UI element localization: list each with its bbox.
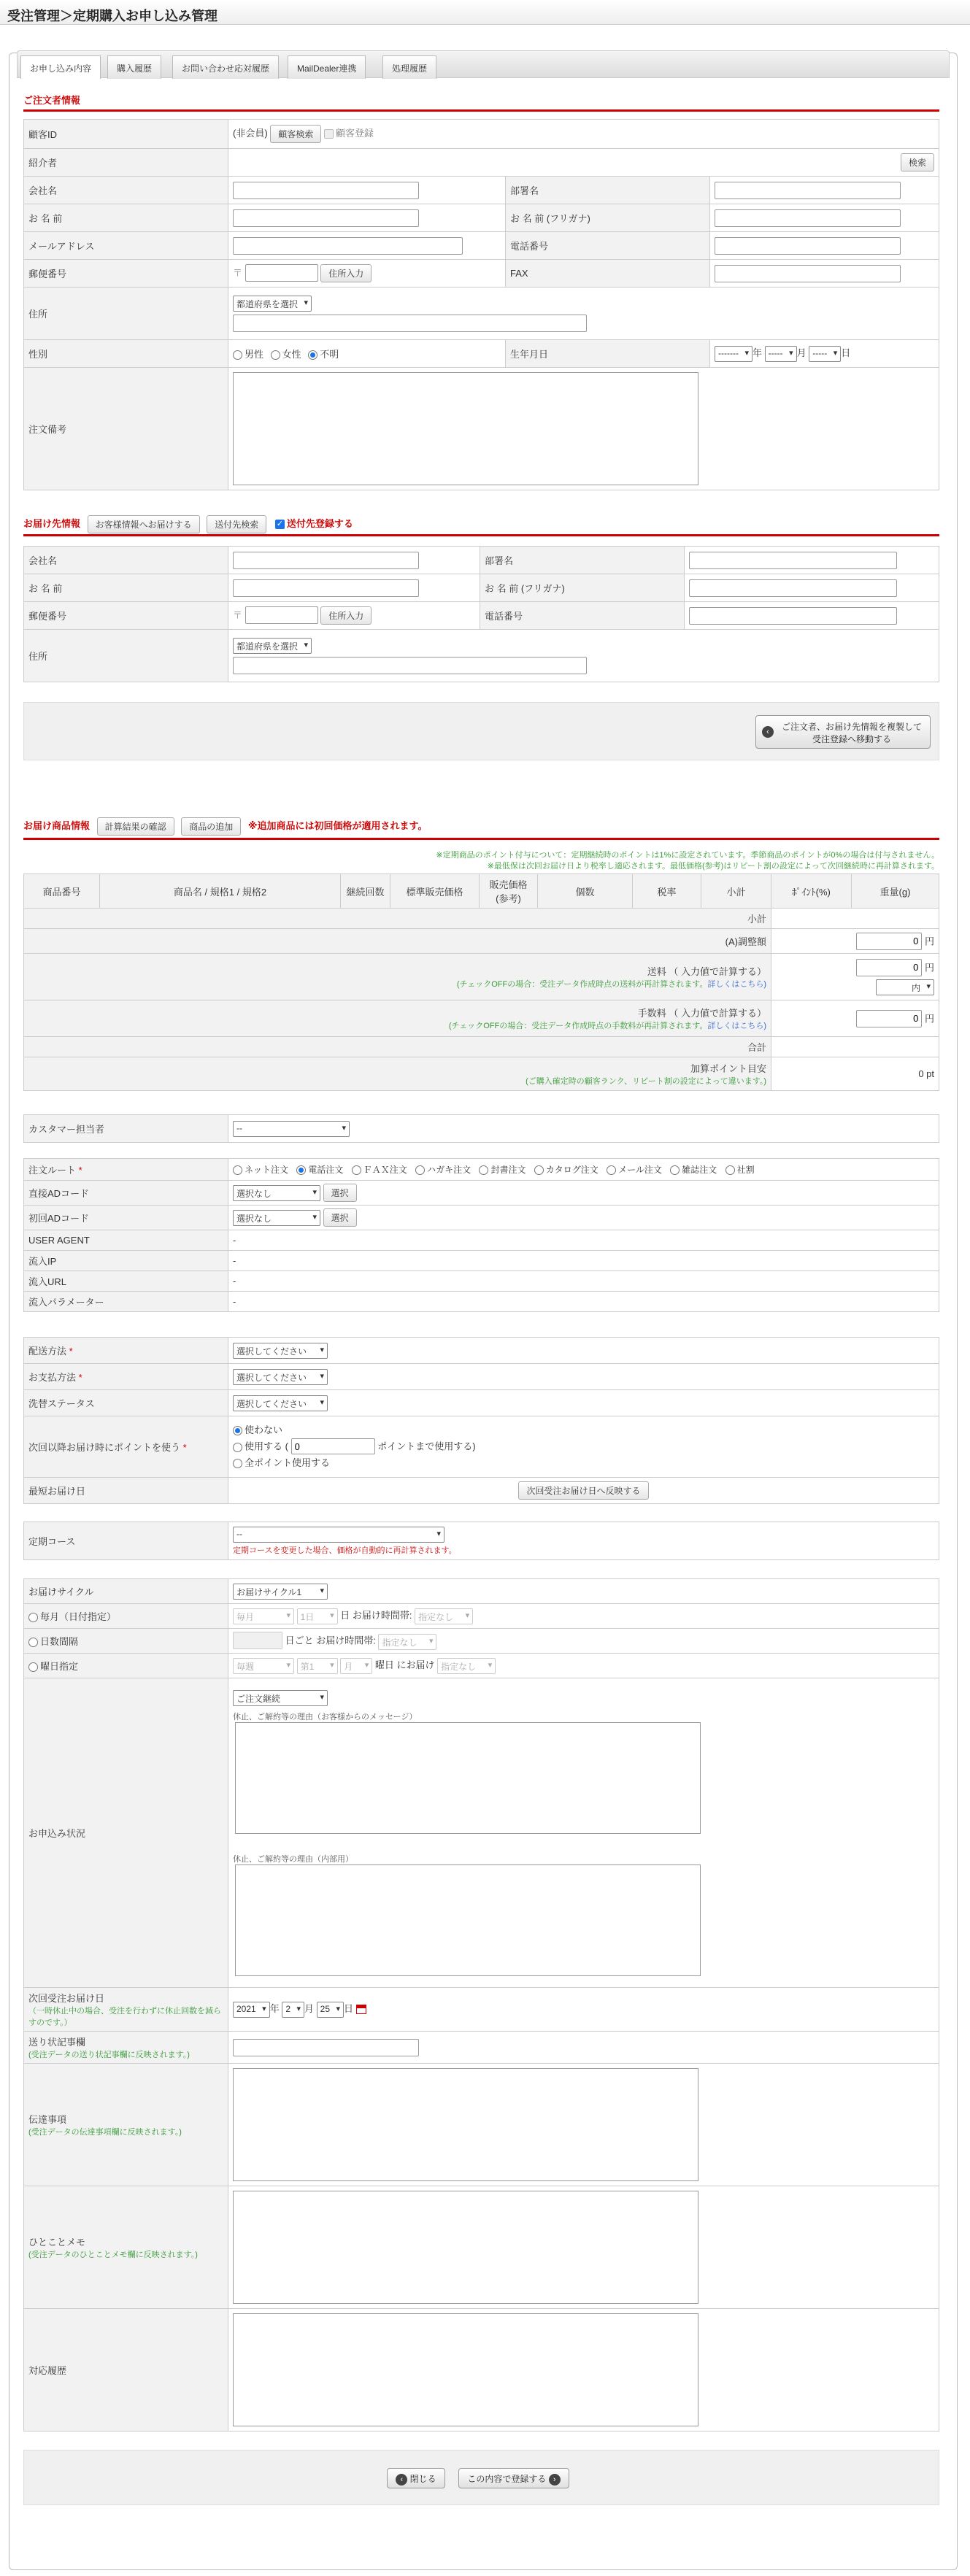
slip-note: (受注データの送り状記事欄に反映されます。) [28,2051,190,2059]
shipping-note: (チェックOFFの場合：受注データ作成時点の送料が再計算されます。 [456,980,708,989]
interval-label: 日数間隔 [40,1636,79,1647]
ship-dept-label: 部署名 [480,547,685,574]
day-unit: 日 [344,2003,354,2015]
move-btn-line2: 受注登録へ移動する [812,734,891,744]
ship-address-input[interactable] [233,657,587,674]
memo-note: (受注データの伝達事項欄に反映されます。) [28,2128,182,2137]
zip-input[interactable] [245,264,318,282]
next-month-select[interactable]: 2 ▾ [282,2002,304,2018]
fee-detail-link[interactable]: 詳しくはこちら) [707,1022,766,1030]
col-header: 標準販売価格 [390,874,480,909]
unknown-radio[interactable] [308,350,317,360]
day-unit: 日 [841,347,851,359]
route-option: カタログ注文 [545,1165,598,1175]
route-option: 雑誌注文 [682,1165,717,1175]
tab-maildealer[interactable]: MailDealer連携 [288,55,366,79]
add-item-button[interactable]: 商品の追加 [181,817,241,836]
ship-pref-select[interactable]: 都道府県を選択 ▾ [233,638,312,654]
ship-tel-input[interactable] [689,607,897,625]
save-button[interactable] [458,2468,569,2488]
memo-label: 伝達事項 [28,2114,67,2125]
yen-unit: 円 [924,1013,934,1024]
zip-mark: 〒 [233,267,243,279]
delivery-select[interactable]: 選択してください ▾ [233,1343,328,1359]
ship-register-label: 送付先登録する [286,517,353,529]
adjust-input[interactable] [856,933,922,950]
cycle-label: お届けサイクル [24,1579,228,1604]
slip-input[interactable] [233,2039,419,2056]
total-label: 合計 [24,1037,771,1057]
pay-method-label: お支払方法 [28,1372,77,1383]
route-radio[interactable] [534,1165,544,1175]
ship-section-title: お届け先情報 [23,517,81,529]
point-use-radio[interactable] [233,1443,242,1452]
points-value: 0 pt [771,1057,939,1091]
direct-ad-choose-button[interactable]: 選択 [323,1184,357,1202]
ip-value: - [228,1251,939,1271]
point-no-use-radio[interactable] [233,1426,242,1435]
register-checkbox[interactable] [324,129,334,139]
hitokoto-textarea[interactable] [233,2191,698,2304]
direct-ad-label: 直接ADコード [24,1181,228,1206]
monthly-day-select[interactable]: 1日 ▾ [297,1608,338,1624]
goods-note1: ※定期商品のポイント付与について：定期継続時のポイントは1%に設定されています。季節商品のポイントが0%の場合は付与されません。 [436,851,939,860]
point-use-label: 次回以降お届け時にポイントを使う [28,1442,181,1453]
tab-order[interactable]: お申し込み内容 [20,55,101,79]
save-label: この内容で登録する [467,2474,547,2484]
col-header: 販売価格 (参考) [480,874,538,909]
history-textarea[interactable] [233,2313,698,2426]
ship-table [23,546,939,682]
payment-table: 配送方法 * 選択してください ▾ お支払方法 * 選択してください ▾ 洗替ステータス 選択してください ▾ 次回以降お届け時にポイントを使う * 使わない 使用する ( 0 ポイントまで使用する) 全ポイント使用する 最短お届け日 次回受注お届け日へ反映する [23,1337,939,1504]
next-year-select[interactable]: 2021 ▾ [233,2002,270,2018]
status-label: お申込み状況 [24,1678,228,1988]
note-textarea[interactable] [233,372,698,485]
year-unit: 年 [269,2003,280,2015]
gender-label: 性別 [24,340,228,368]
route-option: ネット注文 [245,1165,289,1175]
col-header: 継続回数 [341,874,390,909]
route-radio[interactable] [607,1165,616,1175]
referrer-label: 紹介者 [24,149,228,177]
ua-value: - [228,1230,939,1251]
close-button[interactable] [387,2468,445,2488]
route-option: ＦＡＸ注文 [363,1165,407,1175]
hitokoto-label: ひとことメモ [28,2237,86,2248]
route-radio[interactable] [352,1165,361,1175]
direct-ad-select[interactable]: 選択なし ▾ [233,1185,320,1201]
latest-label: 最短お届け日 [24,1478,228,1504]
point-amount-input[interactable] [291,1438,375,1454]
next-day-select[interactable]: 25 ▾ [317,2002,344,2018]
kana-label: お 名 前 (フリガナ) [506,204,710,232]
divider [23,109,939,112]
order-table [23,119,939,490]
male-radio[interactable] [233,350,242,360]
unknown-label: 不明 [320,349,339,360]
weekday-nth-select[interactable]: 第1 ▾ [297,1658,338,1674]
male-label: 男性 [245,349,264,360]
col-header: 小計 [701,874,771,909]
next-date-label: 次回受注お届け日 [28,1993,105,2004]
hitokoto-note: (受注データのひとことメモ欄に反映されます。) [28,2251,198,2259]
fee-note: (チェックOFFの場合：受注データ作成時点の手数料が再計算されます。 [448,1022,708,1030]
param-value: - [228,1292,939,1312]
weekday-time-select[interactable]: 指定なし ▾ [437,1658,496,1674]
move-to-order-button[interactable] [755,715,931,749]
route-table: 注文ルート * ネット注文 電話注文 ＦＡＸ注文 ハガキ注文 封書注文 カタログ注文 メール注文 雑誌注文 社割 直接ADコード 選択なし ▾ 選択 初回ADコード 選択なし ▾ 選択 USER AGENT - 流入IP - 流入URL - 流入パラメーター - [23,1158,939,1312]
first-ad-choose-button[interactable]: 選択 [323,1208,357,1227]
referrer-search-button[interactable]: 検索 [901,153,934,171]
dept-input[interactable] [715,182,901,199]
page-title: 受注管理＞定期購入お申し込み管理 [0,0,970,25]
adjust-label: (A)調整額 [24,929,771,954]
divider [23,534,939,536]
monthly-time-select[interactable]: 指定なし ▾ [415,1608,473,1624]
weekday-label: 曜日指定 [40,1661,79,1672]
interval-text: 日ごと お届け時間帯: [285,1635,376,1646]
point-all-radio[interactable] [233,1459,242,1468]
memo-textarea[interactable] [233,2068,698,2181]
ship-kana-input[interactable] [689,579,897,597]
order-section-title: ご注文者情報 [23,95,81,106]
cs-select[interactable]: -- ▾ [233,1121,350,1137]
dept-label: 部署名 [506,177,710,204]
interval-radio[interactable] [28,1638,38,1647]
course-note: 定期コースを変更した場合、価格が自動的に再計算されます。 [233,1546,457,1555]
birth-month-select[interactable]: ----- ▾ [765,346,797,362]
fee-label: 手数料 （ 入力値で計算する） [637,1008,766,1019]
address-label: 住所 [24,288,228,340]
tel-label: 電話番号 [506,232,710,260]
course-select[interactable]: -- ▾ [233,1527,444,1543]
goods-table [23,874,939,1091]
status-select[interactable]: ご注文継続 ▾ [233,1690,328,1706]
ship-zip-lookup-button[interactable]: 住所入力 [320,606,372,625]
chevron-left-icon: ‹ [396,2474,407,2486]
goods-header [23,817,939,836]
female-label: 女性 [282,349,301,360]
chevron-right-icon: › [549,2474,561,2486]
route-radio[interactable] [233,1165,242,1175]
address-input[interactable] [233,315,587,332]
tab-inquiry[interactable]: お問い合わせ応対履歴 [172,55,279,79]
ship-kana-label: お 名 前 (フリガナ) [480,574,685,602]
col-header: 税率 [633,874,701,909]
tab-bar [17,50,950,78]
col-header: 商品番号 [24,874,100,909]
yen-unit: 円 [924,936,934,946]
note-label: 注文備考 [24,368,228,490]
zip-lookup-button[interactable]: 住所入力 [320,264,372,282]
point-use-option: 使用する [245,1441,283,1452]
ship-company-label: 会社名 [24,547,228,574]
shipping-detail-link[interactable]: 詳しくはこちら) [707,980,766,989]
points-note: (ご購入確定時の顧客ランク、リピート割の設定によって違います。) [526,1077,766,1086]
ship-company-input[interactable] [233,552,419,569]
course-table [23,1522,939,1560]
tax-select[interactable]: 内 ▾ [876,979,934,995]
month-unit: 月 [304,2003,315,2015]
route-option: 電話注文 [308,1165,344,1175]
birthday-label: 生年月日 [506,340,710,368]
close-label: 閉じる [409,2474,436,2484]
fee-input[interactable] [856,1010,922,1027]
ship-header [23,515,939,533]
monthly-text: 日 お届け時間帯: [340,1610,412,1621]
ship-search-button[interactable]: 送付先検索 [207,515,266,533]
company-label: 会社名 [24,177,228,204]
cs-table [23,1114,939,1143]
col-header: 重量(g) [852,874,939,909]
route-radio[interactable] [415,1165,425,1175]
latest-reflect-button[interactable]: 次回受注お届け日へ反映する [518,1481,648,1500]
copy-customer-button[interactable]: お客様情報へお届けする [88,515,200,533]
customer-search-button[interactable]: 顧客検索 [270,125,321,143]
ship-zip-mark: 〒 [233,609,243,621]
shipping-input[interactable] [856,959,922,976]
points-label: 加算ポイント目安 [690,1063,766,1074]
customer-id-label: 顧客ID [24,120,228,149]
move-btn-line1: ご注文者、お届け先情報を複製して [781,722,922,732]
fax-input[interactable] [715,265,901,282]
reason1-textarea[interactable] [235,1722,701,1834]
interval-time-select[interactable]: 指定なし ▾ [378,1634,436,1650]
delivery-label: 配送方法 [28,1346,67,1357]
shipping-label: 送料 （ 入力値で計算する） [647,966,766,977]
reason2-label: 休止、ご解約等の理由（内部用） [233,1854,353,1864]
history-label: 対応履歴 [24,2309,228,2432]
pay-method-select[interactable]: 選択してください ▾ [233,1369,328,1385]
next-date-note: （一時休止中の場合、受注を行わずに休止回数を減らすのです。） [28,2007,221,2027]
ship-name-label: お 名 前 [24,574,228,602]
ship-register-checkbox[interactable] [275,520,285,529]
fax-label: FAX [506,260,710,288]
kana-input[interactable] [715,209,901,227]
calendar-icon[interactable] [356,2005,366,2014]
ip-label: 流入IP [24,1251,228,1271]
interval-input[interactable] [233,1632,282,1649]
ua-label: USER AGENT [24,1230,228,1251]
ship-dept-input[interactable] [689,552,897,569]
goods-notice: ※追加商品には初回価格が適用されます。 [247,820,428,831]
ship-address-label: 住所 [24,630,228,682]
param-label: 流入パラメーター [24,1292,228,1312]
ship-zip-input[interactable] [245,606,318,624]
weekday-radio[interactable] [28,1662,38,1672]
point-suffix: ポイントまで使用する [377,1441,473,1452]
cs-label: カスタマー担当者 [24,1115,228,1143]
url-label: 流入URL [24,1271,228,1292]
email-input[interactable] [233,237,463,255]
ship-zip-label: 郵便番号 [24,602,228,630]
weekday-every-select[interactable]: 毎週 ▾ [233,1658,294,1674]
point-all-label: 全ポイント使用する [245,1457,331,1468]
tab-process[interactable]: 処理履歴 [382,55,436,79]
col-header: 個数 [538,874,633,909]
url-value: - [228,1271,939,1292]
ship-tel-label: 電話番号 [480,602,685,630]
zip-label: 郵便番号 [24,260,228,288]
non-member-text: (非会員) [233,127,268,139]
weekday-day-select[interactable]: 月 ▾ [340,1658,372,1674]
cycle-select[interactable]: お届けサイクル1 ▾ [233,1584,328,1600]
pref-select[interactable]: 都道府県を選択 ▾ [233,296,312,312]
route-option: 封書注文 [490,1165,526,1175]
monthly-radio[interactable] [28,1613,38,1622]
wrap-select[interactable]: 選択してください ▾ [233,1395,328,1411]
first-ad-label: 初回ADコード [24,1206,228,1230]
course-label: 定期コース [24,1522,228,1560]
calc-button[interactable]: 計算結果の確認 [97,817,174,836]
monthly-select[interactable]: 毎月 ▾ [233,1608,294,1624]
birth-day-select[interactable]: ----- ▾ [809,346,841,362]
subtotal-label: 小計 [24,909,771,929]
route-radio[interactable] [670,1165,680,1175]
birth-year-select[interactable]: ------- ▾ [715,346,752,362]
name-label: お 名 前 [24,204,228,232]
route-option: ハガキ注文 [427,1165,471,1175]
month-unit: 月 [796,347,807,359]
email-label: メールアドレス [24,232,228,260]
register-label: 顧客登録 [335,127,374,139]
wrap-label: 洗替ステータス [24,1390,228,1416]
col-header: ﾎﾟｲﾝﾄ(%) [771,874,852,909]
route-radio[interactable] [725,1165,735,1175]
route-option: メール注文 [618,1165,662,1175]
point-no-use-label: 使わない [245,1424,283,1436]
first-ad-select[interactable]: 選択なし ▾ [233,1210,320,1226]
cycle-table [23,1578,939,2432]
route-radio[interactable] [296,1165,306,1175]
yen-unit: 円 [924,962,934,973]
chevron-left-icon: ‹ [762,726,774,738]
col-header: 商品名 / 規格1 / 規格2 [100,874,341,909]
tel-input[interactable] [715,237,901,255]
reason1-label: 休止、ご解約等の理由（お客様からのメッセージ） [233,1712,417,1721]
slip-label: 送り状記事欄 [28,2037,86,2048]
route-label: 注文ルート [28,1165,77,1176]
monthly-label: 毎月（日付指定） [40,1611,117,1622]
name-input[interactable] [233,209,419,227]
tab-history[interactable]: 購入履歴 [107,55,161,79]
weekday-text: 曜日 にお届け [374,1659,435,1671]
ship-name-input[interactable] [233,579,419,597]
divider [23,838,939,840]
company-input[interactable] [233,182,419,199]
goods-note2: ※最低保は次回お届け日より税率し適応されます。最低価格(参考)はリピート割の設定によって次回継続時に再計算されます。 [487,862,939,871]
goods-section-title: お届け商品情報 [23,820,91,831]
female-radio[interactable] [271,350,280,360]
route-radio[interactable] [479,1165,488,1175]
route-option: 社割 [736,1165,755,1175]
year-unit: 年 [752,347,762,359]
reason2-textarea[interactable] [235,1864,701,1976]
